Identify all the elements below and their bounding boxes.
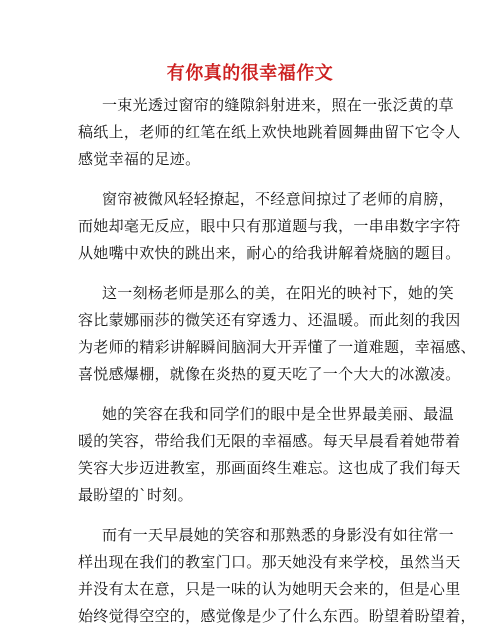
paragraph — [78, 522, 476, 630]
paragraph — [78, 92, 461, 173]
paragraph — [78, 280, 476, 388]
text-line: 稿纸上，老师的红笔在纸上欢快地跳着圆舞曲留下它令人 — [78, 123, 461, 141]
text-line: 她的笑容在我和同学们的眼中是全世界最美丽、最温 — [102, 405, 454, 423]
document-body — [78, 92, 476, 643]
paragraph — [78, 186, 461, 267]
text-line: 从她嘴中欢快的跳出来，耐心的给我讲解着烧脑的题目。 — [78, 244, 461, 262]
paragraph — [78, 401, 461, 509]
text-line: 一束光透过窗帘的缝隙斜射进来，照在一张泛黄的草 — [102, 96, 454, 114]
text-line: 样出现在我们的教室门口。那天她没有来学校，虽然当天 — [78, 553, 461, 571]
text-line: 感觉幸福的足迹。 — [78, 150, 201, 168]
text-line: 始终觉得空空的，感觉像是少了什么东西。盼望着盼望着， — [78, 607, 476, 625]
document-title: 有你真的很幸福作文 — [166, 63, 334, 84]
text-line: 容比蒙娜丽莎的微笑还有穿透力、还温暖。而此刻的我因 — [78, 311, 461, 329]
text-line: 并没有太在意，只是一味的认为她明天会来的，但是心里 — [78, 580, 461, 598]
text-line: 为老师的精彩讲解瞬间脑洞大开弄懂了一道难题，幸福感、 — [78, 338, 476, 356]
text-line: 而有一天早晨她的笑容和那熟悉的身影没有如往常一 — [102, 526, 454, 544]
text-line: 最盼望的`时刻。 — [78, 486, 193, 504]
text-line: 暖的笑容，带给我们无限的幸福感。每天早晨看着她带着 — [78, 432, 461, 450]
text-line: 这一刻杨老师是那么的美，在阳光的映衬下，她的笑 — [102, 284, 454, 302]
text-line: 窗帘被微风轻轻撩起，不经意间掠过了老师的肩膀， — [102, 190, 454, 208]
text-line: 喜悦感爆棚，就像在炎热的夏天吃了一个大大的冰激凌。 — [78, 365, 461, 383]
text-line: 笑容大步迈进教室，那画面终生难忘。这也成了我们每天 — [78, 459, 461, 477]
text-line: 而她却毫无反应，眼中只有那道题与我，一串串数字字符 — [78, 217, 461, 235]
